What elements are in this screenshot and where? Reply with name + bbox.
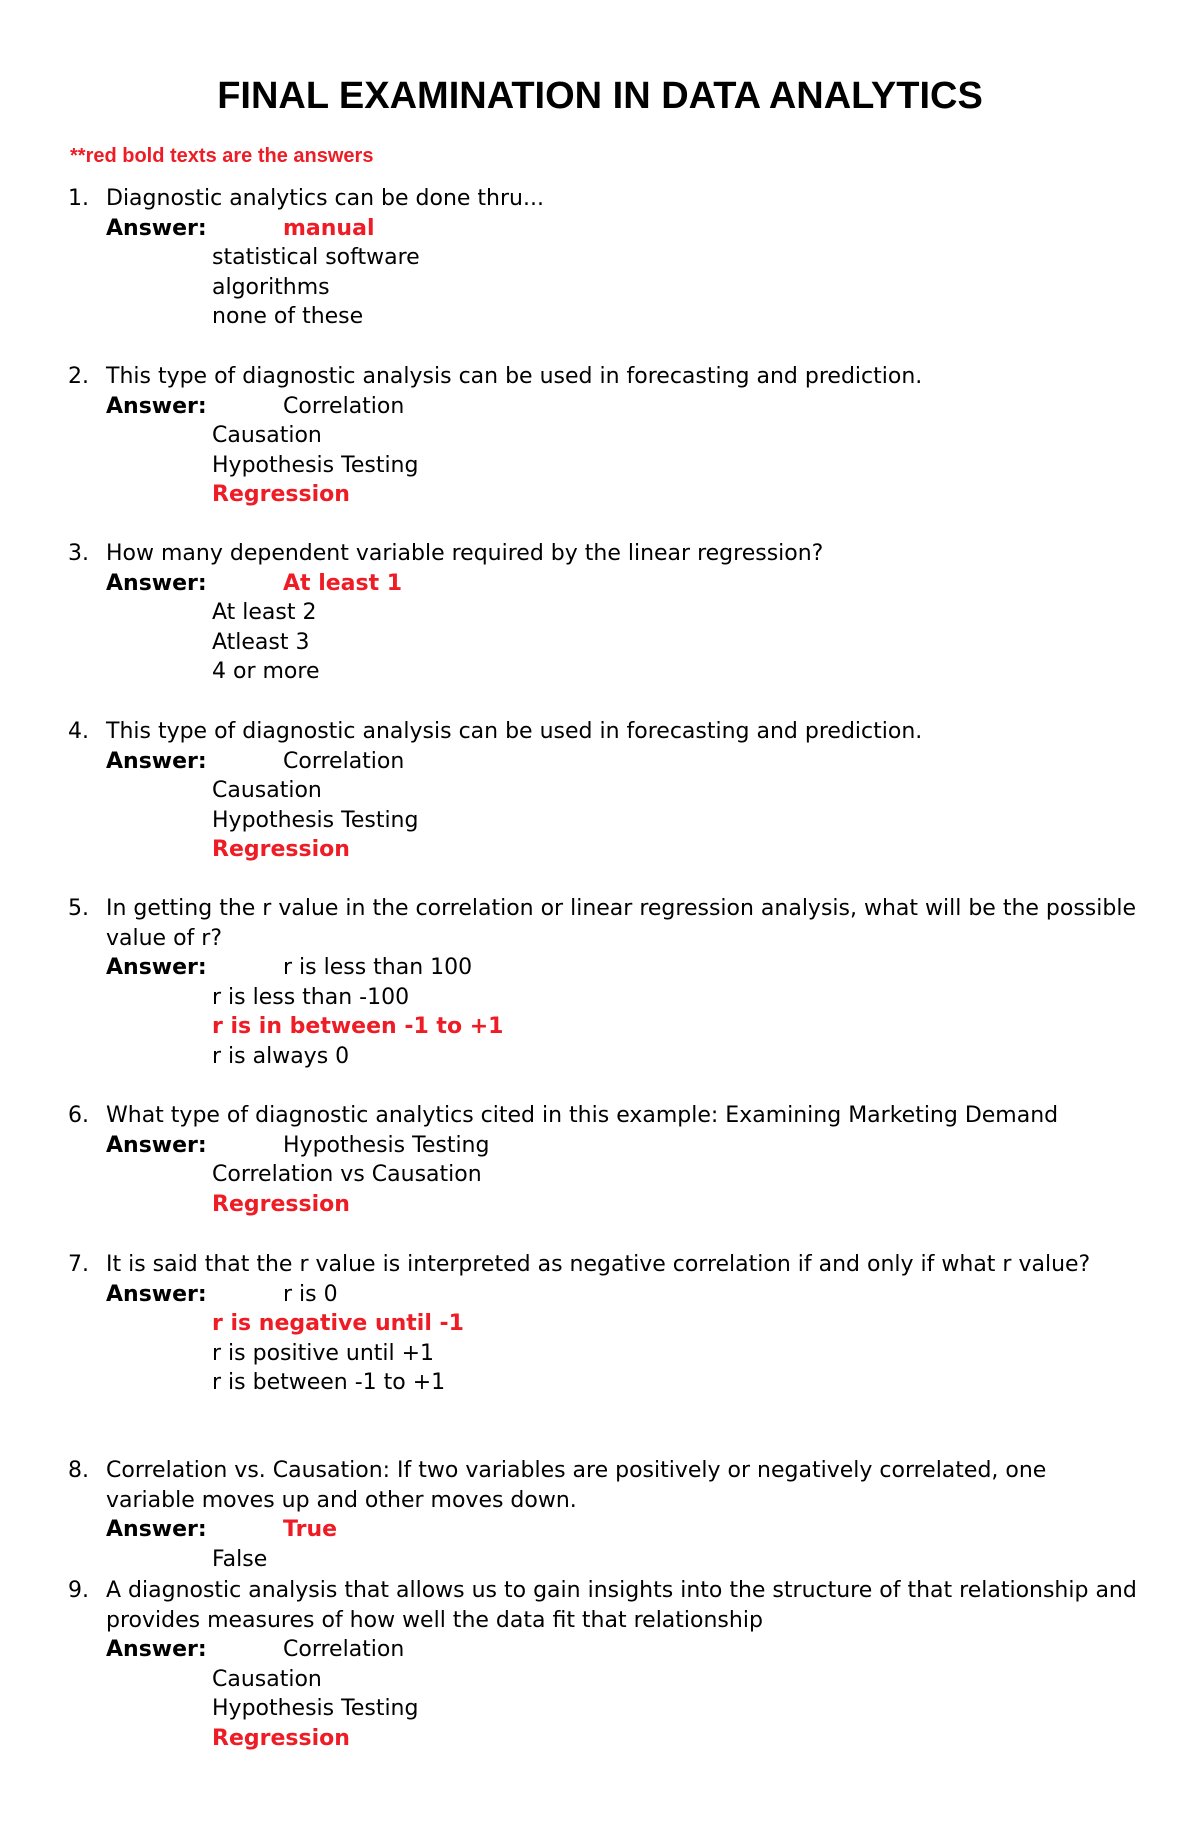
question-item [68,894,1140,1072]
correct-answer: r is negative until -1 [212,1311,464,1337]
answer-choice-row [106,569,1140,599]
correct-answer: Regression [212,1725,350,1751]
answer-choice: r is less than -100 [212,984,410,1010]
answer-label: Answer: [106,570,207,596]
question-text: Correlation vs. Causation: If two variables are positively or negatively correlated, one variable moves up and other moves down. [106,1458,1047,1513]
answer-label: Answer: [106,1637,207,1663]
answer-choice: Correlation [283,393,405,419]
question-text: How many dependent variable required by the linear regression? [106,541,824,566]
answer-choice-row [106,214,1140,244]
answer-label: Answer: [106,748,207,774]
answer-choice-row [212,806,1140,836]
question-text: A diagnostic analysis that allows us to gain insights into the structure of that relationship and provides measures of how well the data fit that relationship [106,1578,1137,1633]
question-text: This type of diagnostic analysis can be used in forecasting and prediction. [106,364,923,389]
answer-choice-row [212,835,1140,865]
answer-choice: r is less than 100 [283,955,473,981]
answer-choice-row [212,302,1140,332]
answer-choice: r is always 0 [212,1043,350,1069]
answer-choice: Correlation [283,1637,405,1663]
question-number: 5. [68,896,89,921]
answer-label: Answer: [106,955,207,981]
answer-choice: Correlation vs Causation [212,1162,482,1188]
answer-label: Answer: [106,1132,207,1158]
answer-choice: r is positive until +1 [212,1340,435,1366]
answer-choice-row [212,1339,1140,1369]
answer-choice-row [212,273,1140,303]
answer-choice-row [212,451,1140,481]
answer-choice-row [212,983,1140,1013]
answer-choice-row [212,1724,1140,1754]
answer-choice: none of these [212,304,364,330]
question-number: 3. [68,541,89,566]
answer-choice-row [106,1635,1140,1665]
question-number: 8. [68,1458,89,1483]
correct-answer: Regression [212,482,350,508]
correct-answer: At least 1 [283,570,403,596]
answer-choice: Hypothesis Testing [283,1132,490,1158]
question-item [68,184,1140,332]
correct-answer: Regression [212,837,350,863]
answer-choice: Hypothesis Testing [212,1696,419,1722]
answer-label: Answer: [106,1517,207,1543]
question-text: Diagnostic analytics can be done thru... [106,186,544,211]
answer-choice: 4 or more [212,659,320,685]
answer-choice-row [212,657,1140,687]
answer-choice-row [212,1368,1140,1398]
answer-choice-row [106,747,1140,777]
answer-choice: Causation [212,778,322,804]
answer-choice: Hypothesis Testing [212,807,419,833]
answer-key-note: **red bold texts are the answers [70,145,374,167]
answer-choice-row [212,1190,1140,1220]
question-number: 7. [68,1252,89,1277]
answer-choice: At least 2 [212,600,317,626]
answer-choice-row [212,480,1140,510]
answer-choice: statistical software [212,245,420,271]
answer-label: Answer: [106,1281,207,1307]
answer-choice: Atleast 3 [212,629,310,655]
answer-choice-row [212,1545,1140,1575]
question-number: 1. [68,186,89,211]
question-item [68,1101,1140,1219]
question-number: 4. [68,719,89,744]
correct-answer: True [283,1517,338,1543]
answer-choice: Hypothesis Testing [212,452,419,478]
correct-answer: manual [283,215,375,241]
answer-choice-row [212,598,1140,628]
answer-choice: Correlation [283,748,405,774]
answer-choice-row [106,1280,1140,1310]
answer-choice-row [106,953,1140,983]
question-text: It is said that the r value is interpreted as negative correlation if and only if what r value? [106,1252,1091,1277]
answer-choice: r is 0 [283,1281,338,1307]
question-text: What type of diagnostic analytics cited in this example: Examining Marketing Demand [106,1103,1059,1128]
answer-choice: Causation [212,1666,322,1692]
answer-choice-row [212,1160,1140,1190]
question-text: In getting the r value in the correlation or linear regression analysis, what will be the possible value of r? [106,896,1136,951]
question-item [68,539,1140,687]
answer-choice-row [212,1012,1140,1042]
question-item [68,1250,1140,1398]
answer-choice-row [212,1665,1140,1695]
answer-choice-row [212,243,1140,273]
correct-answer: r is in between -1 to +1 [212,1014,504,1040]
answer-choice: Causation [212,423,322,449]
answer-choice: r is between -1 to +1 [212,1370,446,1396]
question-text: This type of diagnostic analysis can be used in forecasting and prediction. [106,719,923,744]
question-item [68,717,1140,865]
question-item [68,1456,1140,1574]
answer-choice: algorithms [212,274,330,300]
question-number: 9. [68,1578,89,1603]
answer-label: Answer: [106,215,207,241]
question-item [68,362,1140,510]
correct-answer: Regression [212,1191,350,1217]
answer-choice-row [106,392,1140,422]
question-number: 6. [68,1103,89,1128]
answer-choice: False [212,1546,268,1572]
answer-choice-row [212,421,1140,451]
answer-choice-row [212,1694,1140,1724]
question-item [68,1576,1140,1754]
answer-label: Answer: [106,393,207,419]
answer-choice-row [106,1515,1140,1545]
question-number: 2. [68,364,89,389]
answer-choice-row [212,628,1140,658]
answer-choice-row [212,776,1140,806]
answer-choice-row [212,1309,1140,1339]
page-title: FINAL EXAMINATION IN DATA ANALYTICS [217,75,983,117]
answer-choice-row [106,1131,1140,1161]
answer-choice-row [212,1042,1140,1072]
